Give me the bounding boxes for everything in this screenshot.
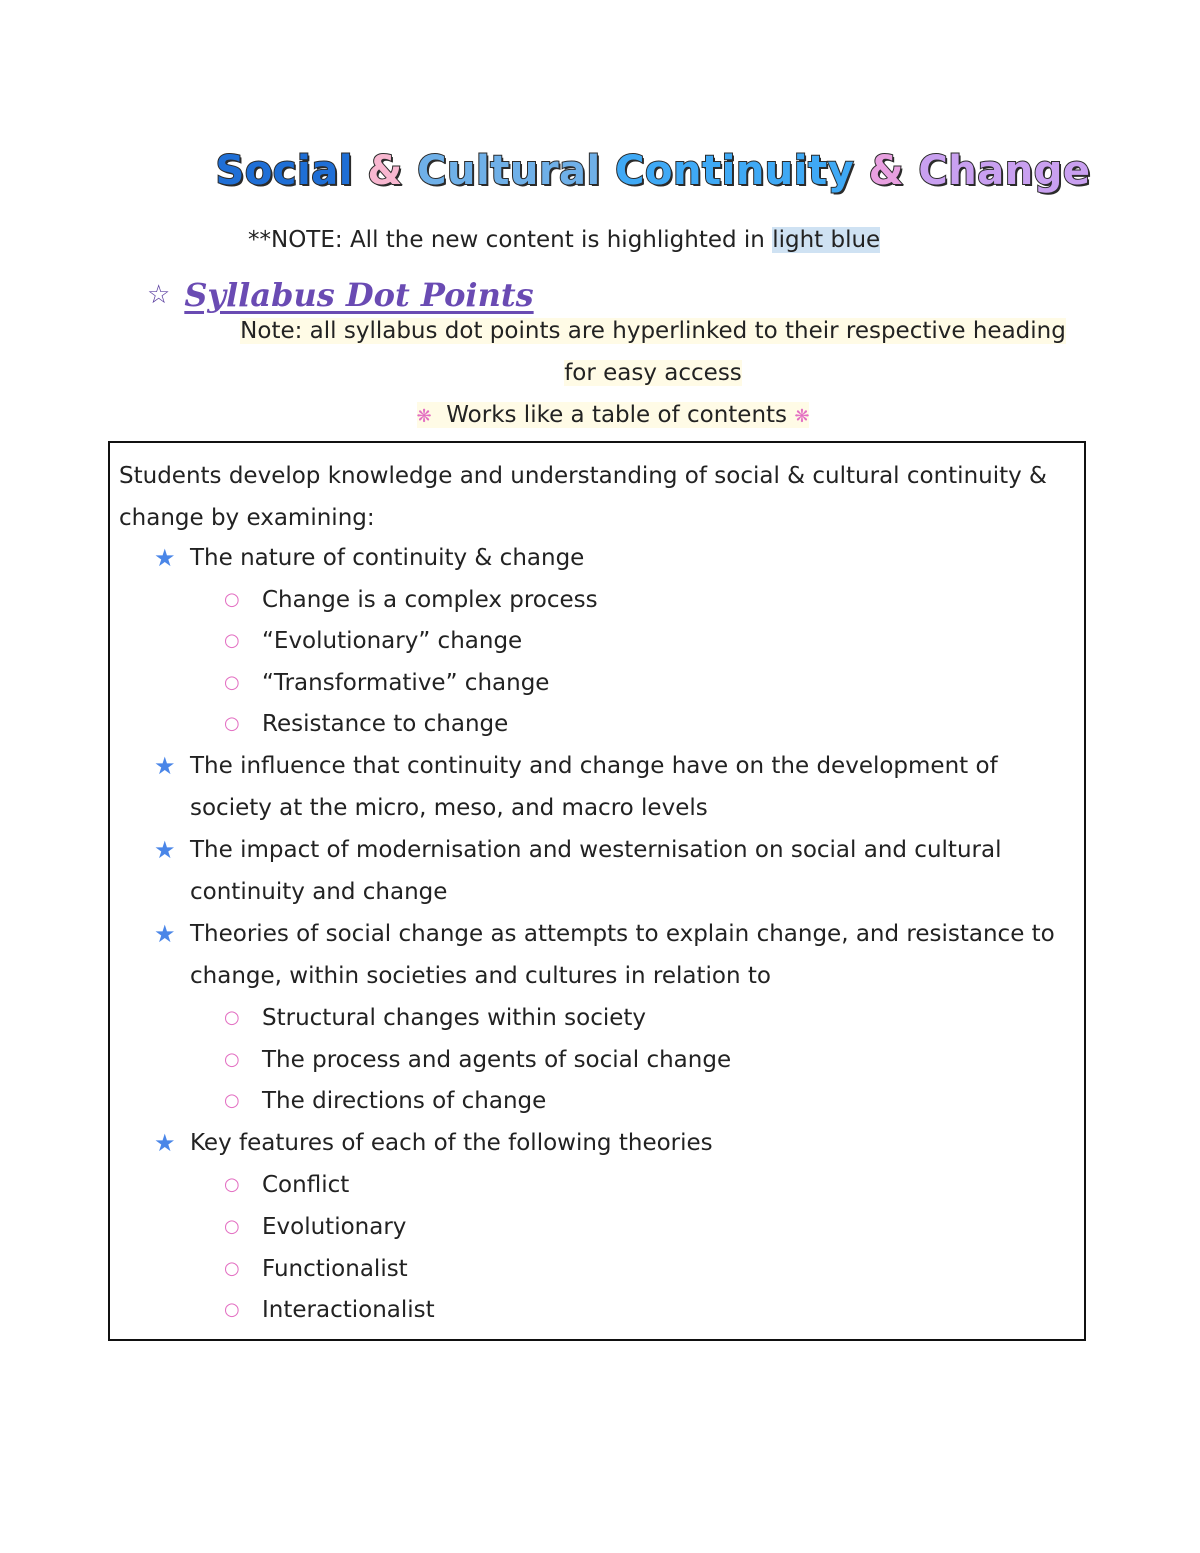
star-bullet-icon: ★ [154, 752, 176, 780]
document-title [0, 148, 1200, 194]
title-segment: & [352, 148, 418, 194]
syllabus-point-text: The impact of modernisation and westernisation on social and cultural continuity and change [190, 837, 1002, 905]
subpoint-text: “Evolutionary” change [262, 628, 523, 654]
syllabus-subpoint[interactable] [224, 997, 646, 1039]
syllabus-box [108, 441, 1086, 1341]
subpoint-text: The process and agents of social change [262, 1047, 732, 1073]
hyperlink-note-line1 [0, 318, 1200, 344]
circle-bullet-icon: ○ [224, 1174, 240, 1195]
syllabus-subpoint[interactable] [224, 1289, 435, 1331]
syllabus-subpoint[interactable] [224, 662, 549, 704]
subpoint-text: Conflict [262, 1172, 350, 1198]
circle-bullet-icon: ○ [224, 713, 240, 734]
box-intro: Students develop knowledge and understanding of social & cultural continuity & change by examining: [119, 463, 1047, 531]
syllabus-subpoint[interactable] [224, 1206, 406, 1248]
syllabus-subpoint[interactable] [224, 1039, 731, 1081]
syllabus-subpoint[interactable] [224, 1248, 408, 1290]
asterisk-icon: ❋ [794, 406, 810, 427]
syllabus-point[interactable] [154, 1122, 1074, 1164]
syllabus-point[interactable] [154, 745, 1074, 829]
hyperlink-note-text: for easy access [564, 360, 742, 386]
light-blue-highlight: light blue [772, 227, 881, 253]
syllabus-point-text: Theories of social change as attempts to explain change, and resistance to change, within societies and cultures in relation to [190, 921, 1055, 989]
title-segment: Cultural [417, 148, 601, 194]
toc-note-text: Works like a table of contents [446, 402, 788, 428]
syllabus-point[interactable] [154, 829, 1074, 913]
syllabus-heading [147, 276, 534, 314]
star-outline-icon: ☆ [147, 280, 171, 310]
syllabus-subpoint[interactable] [224, 1164, 349, 1206]
circle-bullet-icon: ○ [224, 630, 240, 651]
circle-bullet-icon: ○ [224, 1090, 240, 1111]
toc-note [0, 402, 1200, 428]
circle-bullet-icon: ○ [224, 1299, 240, 1320]
subpoint-text: The directions of change [262, 1088, 547, 1114]
circle-bullet-icon: ○ [224, 672, 240, 693]
star-bullet-icon: ★ [154, 1129, 176, 1157]
star-bullet-icon: ★ [154, 920, 176, 948]
subpoint-text: Structural changes within society [262, 1005, 647, 1031]
note-prefix: **NOTE: All the new content is highlighted in [248, 227, 773, 253]
circle-bullet-icon: ○ [224, 589, 240, 610]
syllabus-point-text: The influence that continuity and change have on the development of society at the micro, meso, and macro levels [190, 753, 998, 821]
title-segment: Change [918, 148, 1091, 194]
syllabus-subpoint[interactable] [224, 579, 598, 621]
subpoint-text: Resistance to change [262, 711, 509, 737]
title-segment: Social [215, 148, 353, 194]
circle-bullet-icon: ○ [224, 1216, 240, 1237]
subpoint-text: Interactionalist [262, 1297, 435, 1323]
subpoint-text: Functionalist [262, 1256, 408, 1282]
circle-bullet-icon: ○ [224, 1007, 240, 1028]
star-bullet-icon: ★ [154, 544, 176, 572]
star-bullet-icon: ★ [154, 836, 176, 864]
title-segment: Continuity [600, 148, 855, 194]
syllabus-heading-text: Syllabus Dot Points [184, 276, 534, 314]
syllabus-point[interactable] [154, 913, 1074, 997]
syllabus-subpoint[interactable] [224, 1080, 546, 1122]
syllabus-subpoint[interactable] [224, 703, 508, 745]
syllabus-point[interactable] [154, 537, 1074, 579]
circle-bullet-icon: ○ [224, 1258, 240, 1279]
syllabus-point-text: Key features of each of the following theories [190, 1130, 713, 1156]
hyperlink-note-text: Note: all syllabus dot points are hyperlinked to their respective heading [240, 318, 1066, 344]
asterisk-icon: ❋ [416, 406, 432, 427]
subpoint-text: Change is a complex process [262, 587, 598, 613]
syllabus-subpoint[interactable] [224, 620, 522, 662]
syllabus-point-text: The nature of continuity & change [190, 545, 585, 571]
hyperlink-note-line2 [0, 360, 1200, 386]
subpoint-text: Evolutionary [262, 1214, 407, 1240]
new-content-note [248, 227, 880, 253]
subpoint-text: “Transformative” change [262, 670, 550, 696]
title-segment: & [854, 148, 919, 194]
toc-note-highlight [417, 402, 810, 428]
circle-bullet-icon: ○ [224, 1049, 240, 1070]
